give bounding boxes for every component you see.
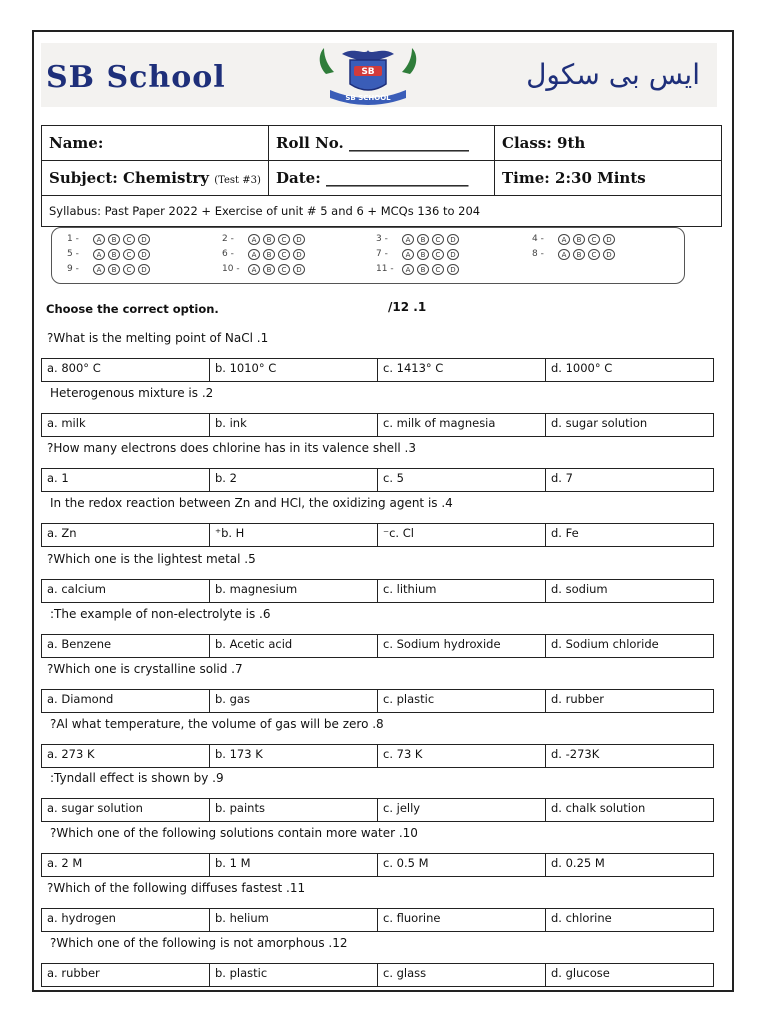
answer-bubble[interactable]: B bbox=[417, 234, 429, 245]
options-row bbox=[41, 579, 714, 603]
option-d[interactable]: d. rubber bbox=[551, 692, 605, 706]
answer-bubble[interactable]: B bbox=[417, 249, 429, 260]
bubble-row bbox=[222, 248, 308, 260]
bubble-question-number: 7 - bbox=[376, 249, 388, 259]
student-info-table bbox=[41, 125, 722, 227]
option-d[interactable]: d. 7 bbox=[551, 471, 573, 485]
answer-bubble[interactable]: A bbox=[248, 264, 260, 275]
name-field[interactable]: Name: bbox=[42, 126, 269, 161]
answer-bubble[interactable]: D bbox=[603, 234, 615, 245]
bubble-question-number: 5 - bbox=[67, 249, 79, 259]
answer-bubble[interactable]: A bbox=[93, 249, 105, 260]
answer-bubble[interactable]: D bbox=[138, 264, 150, 275]
options-row bbox=[41, 689, 714, 713]
bubble-question-number: 1 - bbox=[67, 234, 79, 244]
answer-bubble[interactable]: C bbox=[432, 234, 444, 245]
bubble-question-number: 4 - bbox=[532, 234, 544, 244]
bubble-question-number: 10 - bbox=[222, 264, 240, 274]
answer-bubble[interactable]: C bbox=[123, 264, 135, 275]
options-row bbox=[41, 413, 714, 437]
option-a[interactable]: a. 273 K bbox=[42, 745, 210, 767]
bubble-row bbox=[67, 263, 153, 275]
answer-bubble[interactable]: C bbox=[588, 249, 600, 260]
question-text: In the redox reaction between Zn and HCl, the oxidizing agent is .4 bbox=[50, 496, 453, 510]
time-label: Time: 2:30 Mints bbox=[495, 161, 722, 196]
bubble-question-number: 2 - bbox=[222, 234, 234, 244]
bubble-row bbox=[222, 233, 308, 245]
option-c[interactable]: c. plastic bbox=[378, 690, 546, 712]
option-c[interactable]: ⁻c. Cl bbox=[378, 524, 546, 546]
answer-bubble[interactable]: B bbox=[417, 264, 429, 275]
option-a[interactable]: a. 2 M bbox=[42, 854, 210, 876]
option-c[interactable]: c. lithium bbox=[378, 580, 546, 602]
date-field[interactable]: Date: ___________________ bbox=[269, 161, 495, 196]
option-c[interactable]: c. Sodium hydroxide bbox=[378, 635, 546, 657]
option-a[interactable]: a. calcium bbox=[42, 580, 210, 602]
option-d[interactable]: d. Sodium chloride bbox=[551, 637, 659, 651]
option-d[interactable]: d. glucose bbox=[551, 966, 610, 980]
option-c[interactable]: c. 5 bbox=[378, 469, 546, 491]
school-name-english: SB School bbox=[46, 60, 226, 95]
answer-bubble[interactable]: B bbox=[573, 234, 585, 245]
option-c[interactable]: c. glass bbox=[378, 964, 546, 986]
bubble-question-number: 8 - bbox=[532, 249, 544, 259]
option-d[interactable]: d. 1000° C bbox=[551, 361, 613, 375]
option-b[interactable]: b. 173 K bbox=[210, 745, 378, 767]
option-b[interactable]: ⁺b. H bbox=[210, 524, 378, 546]
option-d[interactable]: d. sugar solution bbox=[551, 416, 648, 430]
question-text: ?Which one of the following is not amorphous .12 bbox=[50, 936, 348, 950]
answer-bubble[interactable]: C bbox=[278, 234, 290, 245]
option-d[interactable]: d. Fe bbox=[551, 526, 579, 540]
option-c[interactable]: c. jelly bbox=[378, 799, 546, 821]
answer-bubble[interactable]: A bbox=[248, 234, 260, 245]
class-label: Class: 9th bbox=[495, 126, 722, 161]
options-row bbox=[41, 523, 714, 547]
options-row bbox=[41, 634, 714, 658]
option-d[interactable]: d. chalk solution bbox=[551, 801, 646, 815]
bubble-row bbox=[532, 233, 618, 245]
answer-bubble[interactable]: A bbox=[402, 234, 414, 245]
question-text: ?Which of the following diffuses fastest .11 bbox=[47, 881, 306, 895]
answer-bubble[interactable]: C bbox=[432, 264, 444, 275]
section-marks: /12 .1 bbox=[388, 300, 427, 314]
option-a[interactable]: a. Zn bbox=[42, 524, 210, 546]
options-row bbox=[41, 853, 714, 877]
answer-bubble[interactable]: C bbox=[278, 249, 290, 260]
option-a[interactable]: a. sugar solution bbox=[42, 799, 210, 821]
answer-bubble[interactable]: A bbox=[93, 234, 105, 245]
bubble-question-number: 9 - bbox=[67, 264, 79, 274]
option-b[interactable]: b. 1 M bbox=[210, 854, 378, 876]
bubble-row bbox=[222, 263, 308, 275]
option-b[interactable]: b. 1010° C bbox=[210, 359, 378, 381]
option-b[interactable]: b. Acetic acid bbox=[210, 635, 378, 657]
question-text: ?How many electrons does chlorine has in its valence shell .3 bbox=[47, 441, 416, 455]
option-a[interactable]: a. rubber bbox=[42, 964, 210, 986]
option-d[interactable]: d. -273K bbox=[551, 747, 600, 761]
option-c[interactable]: c. milk of magnesia bbox=[378, 414, 546, 436]
option-a[interactable]: a. hydrogen bbox=[42, 909, 210, 931]
answer-bubble[interactable]: D bbox=[138, 234, 150, 245]
roll-number-field[interactable]: Roll No. ________________ bbox=[269, 126, 495, 161]
option-a[interactable]: a. Diamond bbox=[42, 690, 210, 712]
option-a[interactable]: a. Benzene bbox=[42, 635, 210, 657]
answer-bubble[interactable]: C bbox=[123, 249, 135, 260]
logo-badge-text: SB bbox=[361, 67, 375, 77]
bubble-row bbox=[376, 263, 462, 275]
answer-bubble[interactable]: C bbox=[278, 264, 290, 275]
answer-bubble[interactable]: D bbox=[447, 264, 459, 275]
option-b[interactable]: b. magnesium bbox=[210, 580, 378, 602]
bubble-question-number: 11 - bbox=[376, 264, 394, 274]
question-text: ?Which one of the following solutions contain more water .10 bbox=[50, 826, 418, 840]
syllabus-text: Syllabus: Past Paper 2022 + Exercise of unit # 5 and 6 + MCQs 136 to 204 bbox=[42, 196, 722, 227]
bubble-row bbox=[376, 248, 462, 260]
option-c[interactable]: c. 73 K bbox=[378, 745, 546, 767]
bubble-row bbox=[376, 233, 462, 245]
answer-bubble[interactable]: A bbox=[558, 249, 570, 260]
question-text: ?Al what temperature, the volume of gas will be zero .8 bbox=[50, 717, 384, 731]
answer-bubble[interactable]: A bbox=[402, 264, 414, 275]
answer-bubble[interactable]: A bbox=[248, 249, 260, 260]
bubble-row bbox=[67, 248, 153, 260]
option-b[interactable]: b. plastic bbox=[210, 964, 378, 986]
answer-bubble[interactable]: B bbox=[263, 249, 275, 260]
answer-bubble[interactable]: C bbox=[432, 249, 444, 260]
question-text: ?Which one is crystalline solid .7 bbox=[47, 662, 243, 676]
answer-bubble[interactable]: D bbox=[293, 264, 305, 275]
question-text: Heterogenous mixture is .2 bbox=[50, 386, 214, 400]
answer-bubble[interactable]: B bbox=[263, 264, 275, 275]
option-b[interactable]: b. ink bbox=[210, 414, 378, 436]
answer-bubble[interactable]: B bbox=[108, 249, 120, 260]
question-text: ?Which one is the lightest metal .5 bbox=[47, 552, 256, 566]
logo-ribbon-text: SB SCHOOL bbox=[345, 94, 391, 102]
options-row bbox=[41, 358, 714, 382]
school-name-urdu: ایس بی سکول bbox=[526, 58, 700, 91]
answer-bubble[interactable]: D bbox=[447, 249, 459, 260]
option-d[interactable]: d. sodium bbox=[551, 582, 608, 596]
option-a[interactable]: a. 1 bbox=[42, 469, 210, 491]
answer-bubble[interactable]: B bbox=[108, 264, 120, 275]
answer-bubble[interactable]: D bbox=[293, 249, 305, 260]
answer-bubble[interactable]: D bbox=[603, 249, 615, 260]
bubble-row bbox=[532, 248, 618, 260]
options-row bbox=[41, 908, 714, 932]
option-b[interactable]: b. helium bbox=[210, 909, 378, 931]
test-number: (Test #3) bbox=[214, 175, 261, 186]
option-a[interactable]: a. milk bbox=[42, 414, 210, 436]
option-c[interactable]: c. 1413° C bbox=[378, 359, 546, 381]
options-row bbox=[41, 798, 714, 822]
answer-bubble[interactable]: A bbox=[402, 249, 414, 260]
question-text: ?What is the melting point of NaCl .1 bbox=[47, 331, 269, 345]
section-instruction: Choose the correct option. bbox=[46, 302, 219, 316]
option-c[interactable]: c. 0.5 M bbox=[378, 854, 546, 876]
options-row bbox=[41, 744, 714, 768]
option-b[interactable]: b. paints bbox=[210, 799, 378, 821]
answer-bubble[interactable]: A bbox=[558, 234, 570, 245]
answer-bubble[interactable]: C bbox=[123, 234, 135, 245]
option-a[interactable]: a. 800° C bbox=[42, 359, 210, 381]
subject-cell bbox=[42, 161, 269, 196]
answer-bubble[interactable]: A bbox=[93, 264, 105, 275]
options-row bbox=[41, 963, 714, 987]
bubble-row bbox=[67, 233, 153, 245]
answer-bubble[interactable]: D bbox=[293, 234, 305, 245]
school-logo bbox=[312, 44, 424, 106]
option-b[interactable]: b. 2 bbox=[210, 469, 378, 491]
subject-label: Subject: Chemistry bbox=[49, 169, 209, 187]
question-text: :The example of non-electrolyte is .6 bbox=[50, 607, 271, 621]
answer-bubble[interactable]: D bbox=[447, 234, 459, 245]
answer-bubble[interactable]: B bbox=[108, 234, 120, 245]
options-row bbox=[41, 468, 714, 492]
option-d[interactable]: d. 0.25 M bbox=[551, 856, 605, 870]
bubble-question-number: 3 - bbox=[376, 234, 388, 244]
answer-bubble[interactable]: C bbox=[588, 234, 600, 245]
answer-bubble[interactable]: B bbox=[263, 234, 275, 245]
answer-bubble[interactable]: D bbox=[138, 249, 150, 260]
question-text: :Tyndall effect is shown by .9 bbox=[50, 771, 224, 785]
answer-bubble[interactable]: B bbox=[573, 249, 585, 260]
option-d[interactable]: d. chlorine bbox=[551, 911, 612, 925]
bubble-question-number: 6 - bbox=[222, 249, 234, 259]
option-c[interactable]: c. fluorine bbox=[378, 909, 546, 931]
option-b[interactable]: b. gas bbox=[210, 690, 378, 712]
